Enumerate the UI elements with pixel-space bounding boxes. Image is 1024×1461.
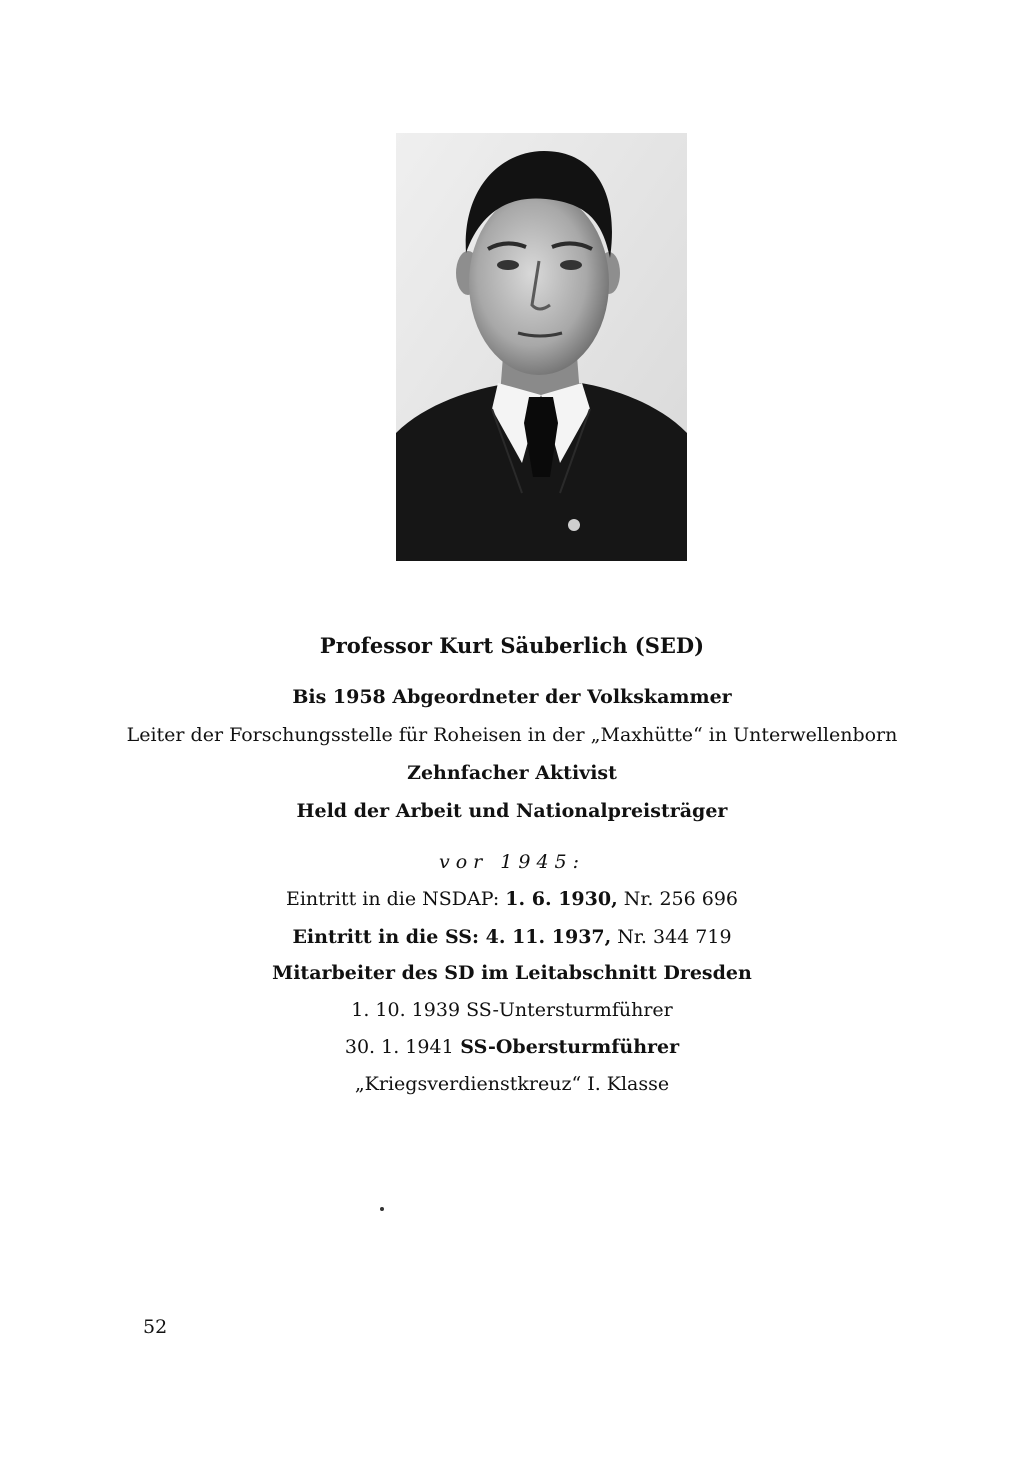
nsdap-prefix: Eintritt in die NSDAP: (285, 888, 506, 910)
person-name: Professor Kurt Säuberlich (SED) (319, 633, 705, 658)
rank-line-2 (0, 1034, 1024, 1060)
rank-1-date: 1. 10. 1939 (351, 999, 461, 1021)
honor-line-1: Zehnfacher Aktivist (407, 762, 617, 784)
rank-1-title: SS-Untersturmführer (460, 999, 673, 1021)
rank-2-title: SS-Obersturmführer (453, 1036, 680, 1058)
nsdap-entry (0, 886, 1024, 912)
position-line: Leiter der Forschungsstelle für Roheisen in der „Maxhütte“ in Unterwellenborn (126, 724, 898, 746)
mandate-line: Bis 1958 Abgeordneter der Volkskammer (292, 686, 732, 708)
sd-line: Mitarbeiter des SD im Leitabschnitt Dresden (272, 962, 752, 984)
honor-line-2: Held der Arbeit und Nationalpreisträger (296, 800, 728, 822)
section-label: vor 1945: (438, 851, 586, 873)
rank-2-date: 30. 1. 1941 (344, 1036, 454, 1058)
print-speck (380, 1207, 384, 1211)
nsdap-number: Nr. 256 696 (617, 888, 739, 910)
nsdap-date: 1. 6. 1930, (505, 888, 618, 910)
portrait-photo (396, 133, 687, 561)
ss-prefix: Eintritt in die SS: 4. 11. 1937, (292, 926, 612, 948)
page-number: 52 (143, 1316, 168, 1338)
ss-number: Nr. 344 719 (611, 926, 732, 948)
ss-entry (0, 924, 1024, 950)
rank-line-1 (0, 997, 1024, 1023)
award-line: „Kriegsverdienstkreuz“ I. Klasse (354, 1073, 670, 1095)
